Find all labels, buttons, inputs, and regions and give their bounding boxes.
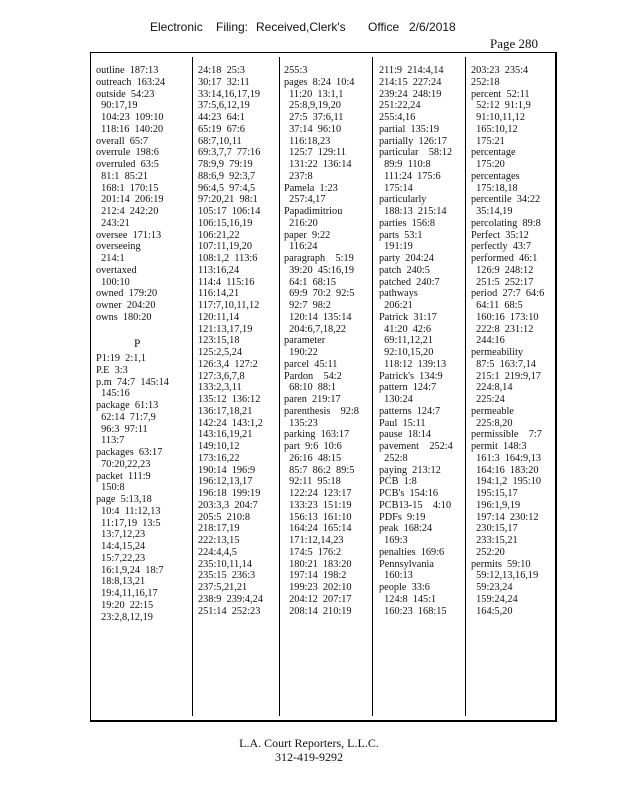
- index-entry: people 33:6: [379, 582, 430, 593]
- index-entry: 169:3: [379, 535, 408, 546]
- index-entry: 11:20 13:1,1: [284, 88, 344, 100]
- index-entry: overtaxed: [96, 264, 137, 276]
- index-entry: 116:24: [284, 241, 318, 253]
- index-entry: parties 156:8: [379, 217, 436, 229]
- index-entry: 127:3,6,7,8: [198, 370, 245, 382]
- index-entry: 175:18,18: [471, 182, 518, 194]
- index-entry: 108:1,2 113:6: [198, 253, 258, 264]
- index-entry: 88:6,9 92:3,7: [198, 170, 256, 182]
- index-entry: owner 204:20: [96, 300, 156, 311]
- index-entry: overruled 63:5: [96, 159, 159, 170]
- index-entry: 222:8 231:12: [471, 323, 534, 335]
- index-entry: 204:6,7,18,22: [284, 323, 347, 335]
- index-entry: 252:8: [379, 452, 408, 464]
- index-entry: 120:11,14: [198, 311, 240, 323]
- index-entry: 190:22: [284, 347, 318, 358]
- index-entry: 120:14 135:14: [284, 311, 352, 323]
- column-divider: [279, 57, 280, 716]
- index-entry: 123:15,18: [198, 335, 240, 347]
- index-entry: Papadimitriou: [284, 206, 343, 217]
- index-entry: packages 63:17: [96, 447, 163, 458]
- index-entry: 68:7,10,11: [198, 135, 242, 147]
- index-column-4: [379, 65, 453, 617]
- index-entry: 37:5,6,12,19: [198, 100, 250, 112]
- index-entry: 133:23 151:19: [284, 499, 352, 511]
- index-entry: percentile 34:22: [471, 194, 541, 206]
- index-entry: 175:21: [471, 135, 505, 147]
- index-entry: P1:19 2:1,1: [96, 353, 147, 364]
- index-entry: partially 126:17: [379, 135, 448, 147]
- index-entry: 212:4 242:20: [96, 206, 159, 217]
- header-electronic: Electronic: [150, 20, 203, 34]
- index-entry: 106:21,22: [198, 229, 240, 241]
- index-entry: 92:11 95:18: [284, 476, 341, 488]
- index-entry: outreach 163:24: [96, 76, 166, 88]
- index-entry: 131:22 136:14: [284, 159, 352, 170]
- index-entry: 23:2,8,12,19: [96, 611, 153, 623]
- index-entry: percolating 89:8: [471, 217, 541, 229]
- index-entry: parenthesis 92:8: [284, 405, 359, 417]
- index-entry: 180:21 183:20: [284, 558, 352, 570]
- index-entry: penalties 169:6: [379, 546, 445, 558]
- index-entry: 149:10,12: [198, 441, 240, 452]
- index-entry: permissible 7:7: [471, 429, 542, 441]
- index-entry: 44:23 64:1: [198, 112, 245, 123]
- index-entry: owned 179:20: [96, 288, 158, 300]
- index-entry: 16:1,9,24 18:7: [96, 564, 164, 576]
- index-entry: 114:4 115:16: [198, 276, 255, 288]
- index-entry: 164:24 165:14: [284, 523, 352, 535]
- index-entry: 206:21: [379, 300, 413, 311]
- index-entry: 64:11 68:5: [471, 300, 523, 311]
- column-divider: [192, 57, 193, 716]
- index-entry: 237:8: [284, 170, 313, 182]
- index-entry: 64:1 68:15: [284, 276, 337, 288]
- index-entry: 165:10,12: [471, 123, 518, 135]
- column-divider: [372, 57, 373, 716]
- index-entry: 237:5,21,21: [198, 582, 248, 593]
- header-received: Received,Clerk's: [256, 20, 346, 34]
- index-entry: 14:4,15,24: [96, 541, 146, 552]
- index-entry: 68:10 88:1: [284, 382, 337, 394]
- index-entry: 91:10,11,12: [471, 112, 525, 123]
- index-entry: party 204:24: [379, 253, 434, 264]
- index-entry: 171:12,14,23: [284, 535, 344, 546]
- index-entry: 211:9 214:4,14: [379, 65, 444, 76]
- index-entry: 196:18 199:19: [198, 488, 261, 499]
- index-entry: 85:7 86:2 89:5: [284, 464, 355, 476]
- index-entry: pages 8:24 10:4: [284, 76, 355, 88]
- index-entry: oversee 171:13: [96, 229, 162, 241]
- index-entry: parameter: [284, 335, 326, 347]
- index-entry: percentage: [471, 147, 516, 159]
- index-entry: 235:10,11,14: [198, 558, 252, 570]
- index-entry: paren 219:17: [284, 394, 341, 405]
- index-entry: 175:14: [379, 182, 413, 194]
- index-entry: 188:13 215:14: [379, 206, 447, 217]
- index-entry: 92:7 98:2: [284, 300, 331, 311]
- index-entry: patched 240:7: [379, 276, 440, 288]
- index-entry: 87:5 163:7,14: [471, 358, 536, 370]
- index-entry: 126:3,4 127:2: [198, 358, 258, 370]
- index-entry: 13:7,12,23: [96, 529, 146, 541]
- index-entry: peak 168:24: [379, 523, 433, 535]
- index-entry: 35:14,19: [471, 206, 513, 217]
- header-office: Office: [368, 20, 400, 34]
- index-entry: 218:17,19: [198, 523, 240, 535]
- index-entry: 252:20: [471, 546, 505, 558]
- index-entry: particularly: [379, 194, 427, 206]
- index-entry: 52:12 91:1,9: [471, 100, 531, 112]
- index-entry: overrule 198:6: [96, 147, 159, 159]
- index-entry: 89:9 110:8: [379, 159, 431, 170]
- index-entry: PCB's 154:16: [379, 488, 439, 499]
- index-entry: Patrick's 134:9: [379, 370, 443, 382]
- index-entry: 142:24 143:1,2: [198, 417, 263, 429]
- index-entry: 30:17 32:11: [198, 76, 250, 88]
- index-entry: 41:20 42:6: [379, 323, 432, 335]
- index-entry: 230:15,17: [471, 523, 518, 535]
- index-box: [90, 52, 557, 722]
- index-entry: 59:12,13,16,19: [471, 570, 539, 582]
- index-entry: 136:17,18,21: [198, 405, 253, 417]
- index-entry: permeable: [471, 405, 514, 417]
- index-entry: perfectly 43:7: [471, 241, 532, 253]
- index-entry: 69:11,12,21: [379, 335, 433, 347]
- column-divider: [465, 57, 466, 716]
- index-entry: 33:14,16,17,19: [198, 88, 261, 100]
- index-entry: 96:3 97:11: [96, 423, 148, 435]
- index-entry: 24:18 25:3: [198, 65, 245, 76]
- index-entry: 252:18: [471, 76, 500, 88]
- index-entry: 70:20,22,23: [96, 458, 151, 470]
- index-entry: 111:24 175:6: [379, 170, 441, 182]
- index-entry: owns 180:20: [96, 311, 152, 323]
- index-entry: 224:8,14: [471, 382, 513, 394]
- index-entry: 62:14 71:7,9: [96, 411, 156, 423]
- index-entry: 106:15,16,19: [198, 217, 253, 229]
- index-entry: 243:21: [96, 217, 130, 229]
- index-entry: 26:16 48:15: [284, 452, 342, 464]
- index-entry: outside 54:23: [96, 88, 155, 100]
- index-entry: 160:13: [379, 570, 413, 582]
- index-entry: paper 9:22: [284, 229, 331, 241]
- index-entry: 233:15,21: [471, 535, 518, 546]
- index-entry: 161:3 164:9,13: [471, 452, 542, 464]
- index-entry: 27:5 37:6,11: [284, 112, 344, 123]
- index-entry: 121:13,17,19: [198, 323, 253, 335]
- index-entry: pathways: [379, 288, 418, 300]
- index-entry: parcel 45:11: [284, 358, 338, 370]
- index-entry: 164:16 183:20: [471, 464, 539, 476]
- page-number: Page 280: [490, 36, 539, 51]
- index-entry: 116:18,23: [284, 135, 331, 147]
- index-entry: 81:1 85:21: [96, 170, 149, 182]
- index-entry: [96, 324, 169, 336]
- index-entry: PCB 1:8: [379, 476, 417, 488]
- index-entry: pattern 124:7: [379, 382, 437, 394]
- index-entry: 117:7,10,11,12: [198, 300, 260, 311]
- index-entry: 199:23 202:10: [284, 582, 352, 593]
- index-entry: 225:24: [471, 394, 505, 405]
- index-entry: 225:8,20: [471, 417, 513, 429]
- index-entry: Pennsylvania: [379, 558, 434, 570]
- index-entry: 196:1,9,19: [471, 499, 521, 511]
- index-entry: PDFs 9:19: [379, 511, 426, 523]
- index-entry: 190:14 196:9: [198, 464, 256, 476]
- index-entry: performed 46:1: [471, 253, 538, 264]
- index-entry: 126:9 248:12: [471, 264, 534, 276]
- index-entry: package 61:13: [96, 400, 159, 411]
- index-entry: 257:4,17: [284, 194, 326, 206]
- index-entry: permeability: [471, 347, 524, 358]
- index-entry: PCB13-15 4:10: [379, 499, 452, 511]
- index-entry: 150:8: [96, 482, 125, 494]
- index-entry: p.m 74:7 145:14: [96, 376, 169, 388]
- index-column-5: [471, 65, 544, 617]
- index-entry: Paul 15:11: [379, 417, 426, 429]
- index-entry: permits 59:10: [471, 558, 531, 570]
- index-entry: paragraph 5:19: [284, 253, 354, 264]
- index-entry: 125:7 129:11: [284, 147, 346, 159]
- index-entry: particular 58:12: [379, 147, 453, 159]
- index-entry: 255:4,16: [379, 112, 416, 123]
- index-entry: 39:20 45:16,19: [284, 264, 355, 276]
- index-entry: 235:15 236:3: [198, 570, 256, 582]
- index-entry: 208:14 210:19: [284, 605, 352, 617]
- index-entry: 196:12,13,17: [198, 476, 253, 488]
- index-column-2: [198, 65, 263, 617]
- index-entry: 197:14 230:12: [471, 511, 539, 523]
- index-entry: 216:20: [284, 217, 318, 229]
- index-entry: Perfect 35:12: [471, 229, 529, 241]
- index-entry: 90:17,19: [96, 100, 138, 112]
- index-entry: Pardon 54:2: [284, 370, 342, 382]
- index-entry: 168:1 170:15: [96, 182, 159, 194]
- index-entry: 113:7: [96, 435, 125, 447]
- index-entry: partial 135:19: [379, 123, 440, 135]
- index-entry: 104:23 109:10: [96, 112, 164, 123]
- index-entry: 197:14 198:2: [284, 570, 347, 582]
- index-entry: 130:24: [379, 394, 413, 405]
- index-entry: 214:15 227:24: [379, 76, 442, 88]
- index-entry: 59:23,24: [471, 582, 513, 593]
- index-entry: pause 18:14: [379, 429, 432, 441]
- index-entry: 92:10,15,20: [379, 347, 434, 358]
- index-entry: 124:8 145:1: [379, 593, 437, 605]
- header-date: 2/6/2018: [409, 20, 456, 34]
- index-entry: overseeing: [96, 241, 141, 253]
- index-entry: 191:19: [379, 241, 413, 253]
- index-entry: 203:3,3 204:7: [198, 499, 258, 511]
- index-entry: 10:4 11:12,13: [96, 505, 161, 517]
- index-entry: P.E 3:3: [96, 364, 128, 376]
- index-entry: 135:12 136:12: [198, 394, 261, 405]
- index-entry: P: [134, 338, 141, 351]
- index-entry: 164:5,20: [471, 605, 513, 617]
- index-entry: 107:11,19,20: [198, 241, 252, 253]
- index-entry: 239:24 248:19: [379, 88, 442, 100]
- index-entry: 251:5 252:17: [471, 276, 534, 288]
- index-entry: 122:24 123:17: [284, 488, 352, 499]
- index-entry: 25:8,9,19,20: [284, 100, 341, 112]
- index-entry: 118:16 140:20: [96, 123, 164, 135]
- index-entry: 19:4,11,16,17: [96, 588, 158, 599]
- index-entry: 18:8,13,21: [96, 576, 146, 588]
- index-entry: patch 240:5: [379, 264, 430, 276]
- index-entry: 204:12 207:17: [284, 593, 352, 605]
- index-entry: 145:16: [96, 388, 130, 400]
- index-entry: 69:9 70:2 92:5: [284, 288, 355, 300]
- index-entry: 118:12 139:13: [379, 358, 447, 370]
- index-entry: pavement 252:4: [379, 441, 453, 452]
- index-entry: 201:14 206:19: [96, 194, 164, 206]
- index-entry: percent 52:11: [471, 88, 530, 100]
- index-entry: patterns 124:7: [379, 405, 441, 417]
- index-entry: percentages: [471, 170, 520, 182]
- index-column-1: [96, 65, 169, 623]
- index-entry: 69:3,7,7 77:16: [198, 147, 261, 159]
- index-entry: 96:4,5 97:4,5: [198, 182, 256, 194]
- index-entry: overall 65:7: [96, 135, 149, 147]
- index-entry: 19:20 22:15: [96, 599, 154, 611]
- index-entry: 133:2,3,11: [198, 382, 242, 394]
- footer-company: L.A. Court Reporters, L.L.C.: [239, 736, 379, 750]
- index-entry: 222:13,15: [198, 535, 240, 546]
- index-entry: 159:24,24: [471, 593, 518, 605]
- index-entry: permit 148:3: [471, 441, 527, 452]
- index-entry: 78:9,9 79:19: [198, 159, 253, 170]
- index-entry: 174:5 176:2: [284, 546, 342, 558]
- index-entry: 11:17,19 13:5: [96, 517, 161, 529]
- index-entry: packet 111:9: [96, 470, 151, 482]
- index-entry: 143:16,19,21: [198, 429, 253, 441]
- index-entry: 215:1 219:9,17: [471, 370, 542, 382]
- index-entry: 224:4,4,5: [198, 546, 237, 558]
- index-entry: parking 163:17: [284, 429, 350, 441]
- index-entry: 125:2,5,24: [198, 347, 243, 358]
- index-column-3: [284, 65, 359, 617]
- index-entry: 251:22,24: [379, 100, 421, 112]
- index-entry: 173:16,22: [198, 452, 240, 464]
- index-entry: 214:1: [96, 253, 125, 264]
- index-entry: 238:9 239:4,24: [198, 593, 263, 605]
- index-entry: 37:14 96:10: [284, 123, 342, 135]
- index-entry: 195:15,17: [471, 488, 518, 499]
- index-entry: paying 213:12: [379, 464, 441, 476]
- index-entry: 205:5 210:8: [198, 511, 251, 523]
- header-filing: Filing:: [216, 20, 249, 34]
- index-entry: page 5:13,18: [96, 494, 152, 505]
- index-entry: 113:16,24: [198, 264, 240, 276]
- index-entry: 135:23: [284, 417, 318, 429]
- index-entry: Patrick 31:17: [379, 311, 437, 323]
- index-entry: 160:23 168:15: [379, 605, 447, 617]
- index-entry: outline 187:13: [96, 65, 159, 76]
- index-entry: 65:19 67:6: [198, 123, 245, 135]
- index-entry: 97:20,21 98:1: [198, 194, 258, 206]
- index-entry: 194:1,2 195:10: [471, 476, 542, 488]
- index-entry: 203:23 235:4: [471, 65, 529, 76]
- index-entry: 255:3: [284, 65, 308, 76]
- index-entry: 175:20: [471, 159, 505, 170]
- index-entry: 100:10: [96, 276, 130, 288]
- index-entry: Pamela 1:23: [284, 182, 338, 194]
- index-entry: 251:14 252:23: [198, 605, 261, 617]
- index-entry: 156:13 161:10: [284, 511, 352, 523]
- footer-phone: 312-419-9292: [275, 750, 343, 764]
- index-entry: period 27:7 64:6: [471, 288, 545, 300]
- index-entry: 105:17 106:14: [198, 206, 261, 217]
- index-entry: 244:16: [471, 335, 505, 347]
- index-entry: 160:16 173:10: [471, 311, 539, 323]
- index-entry: 116:14,21: [198, 288, 240, 300]
- index-entry: 15:7,22,23: [96, 552, 146, 564]
- index-entry: parts 53:1: [379, 229, 423, 241]
- index-entry: part 9:6 10:6: [284, 441, 342, 452]
